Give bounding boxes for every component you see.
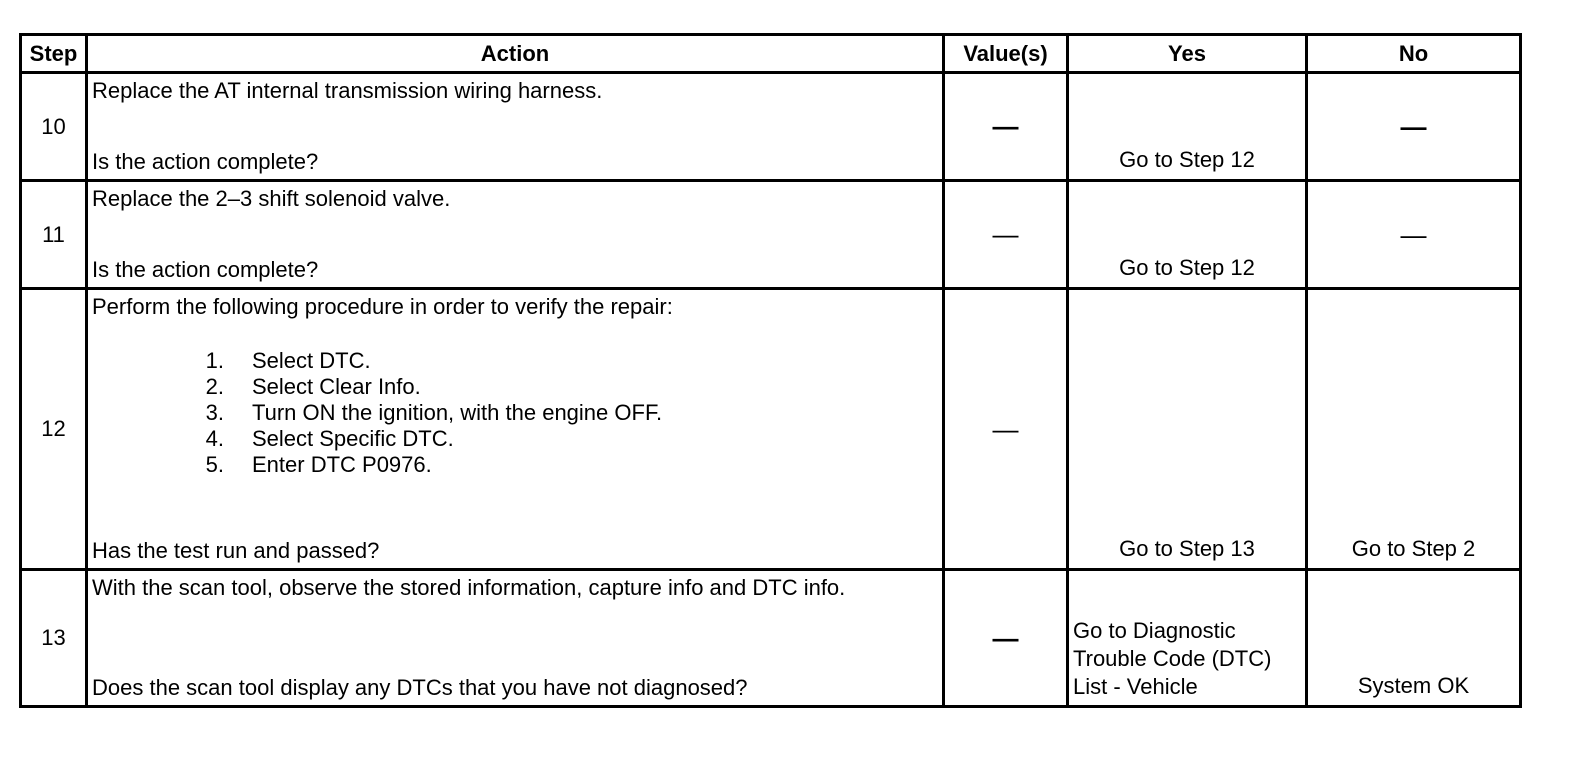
- action-instruction: With the scan tool, observe the stored information, capture info and DTC info.: [92, 575, 846, 600]
- action-question: Is the action complete?: [92, 257, 319, 282]
- procedure-list: [88, 348, 662, 478]
- no-cell: [1307, 289, 1521, 570]
- table-row: [21, 181, 1521, 289]
- yes-cell: [1068, 73, 1307, 181]
- value-dash: —: [992, 413, 1019, 444]
- header-step: Step: [21, 35, 87, 73]
- no-cell: [1307, 73, 1521, 181]
- table-row: [21, 73, 1521, 181]
- yes-link[interactable]: Go to Step 12: [1119, 147, 1255, 172]
- action-instruction: Replace the 2–3 shift solenoid valve.: [92, 186, 451, 211]
- header-action: Action: [87, 35, 944, 73]
- yes-link[interactable]: Go to Step 13: [1119, 536, 1255, 561]
- list-item-number: 2.: [205, 374, 224, 399]
- table-row: [21, 289, 1521, 570]
- table-row: [21, 570, 1521, 707]
- action-cell: [87, 570, 944, 707]
- no-cell: [1307, 570, 1521, 707]
- no-result: System OK: [1357, 673, 1470, 698]
- yes-link[interactable]: Go to Step 12: [1119, 255, 1255, 280]
- yes-link[interactable]: [1073, 617, 1271, 701]
- diagnostic-table: [19, 33, 1522, 708]
- list-item: [88, 452, 662, 478]
- list-item-text: Enter DTC P0976.: [252, 452, 432, 477]
- action-question: Does the scan tool display any DTCs that you have not diagnosed?: [92, 675, 748, 700]
- list-item: [88, 400, 662, 426]
- list-item-number: 4.: [205, 426, 224, 451]
- value-dash: —: [992, 622, 1019, 653]
- value-cell: [944, 570, 1068, 707]
- value-dash: —: [992, 111, 1019, 141]
- yes-cell: [1068, 289, 1307, 570]
- value-cell: [944, 73, 1068, 181]
- action-cell: [87, 181, 944, 289]
- list-item-text: Select Clear Info.: [252, 374, 421, 399]
- yes-link-line: List - Vehicle: [1073, 674, 1198, 699]
- value-dash: —: [992, 219, 1019, 249]
- no-dash: —: [1400, 219, 1427, 249]
- no-cell: [1307, 181, 1521, 289]
- header-row: [21, 35, 1521, 73]
- no-link[interactable]: Go to Step 2: [1351, 536, 1476, 561]
- yes-link-line: Go to Diagnostic: [1073, 618, 1236, 643]
- list-item-number: 3.: [205, 400, 224, 425]
- no-dash: —: [1400, 111, 1427, 141]
- yes-cell: [1068, 181, 1307, 289]
- list-item: [88, 348, 662, 374]
- step-number: 10: [21, 73, 87, 181]
- value-cell: [944, 181, 1068, 289]
- action-question: Is the action complete?: [92, 149, 319, 174]
- yes-link-line: Trouble Code (DTC): [1073, 646, 1272, 671]
- action-question: Has the test run and passed?: [92, 538, 380, 563]
- action-instruction: Replace the AT internal transmission wiring harness.: [92, 78, 603, 103]
- list-item-text: Turn ON the ignition, with the engine OFF.: [252, 400, 663, 425]
- action-instruction: Perform the following procedure in order to verify the repair:: [92, 294, 673, 319]
- header-no: No: [1307, 35, 1521, 73]
- list-item-number: 5.: [205, 452, 224, 477]
- list-item-text: Select Specific DTC.: [252, 426, 454, 451]
- action-cell: [87, 289, 944, 570]
- list-item: [88, 374, 662, 400]
- list-item-text: Select DTC.: [252, 348, 371, 373]
- list-item-number: 1.: [205, 348, 224, 373]
- header-values: Value(s): [944, 35, 1068, 73]
- step-number: 13: [21, 570, 87, 707]
- list-item: [88, 426, 662, 452]
- step-number: 12: [21, 289, 87, 570]
- action-cell: [87, 73, 944, 181]
- header-yes: Yes: [1068, 35, 1307, 73]
- yes-cell: [1068, 570, 1307, 707]
- step-number: 11: [21, 181, 87, 289]
- value-cell: [944, 289, 1068, 570]
